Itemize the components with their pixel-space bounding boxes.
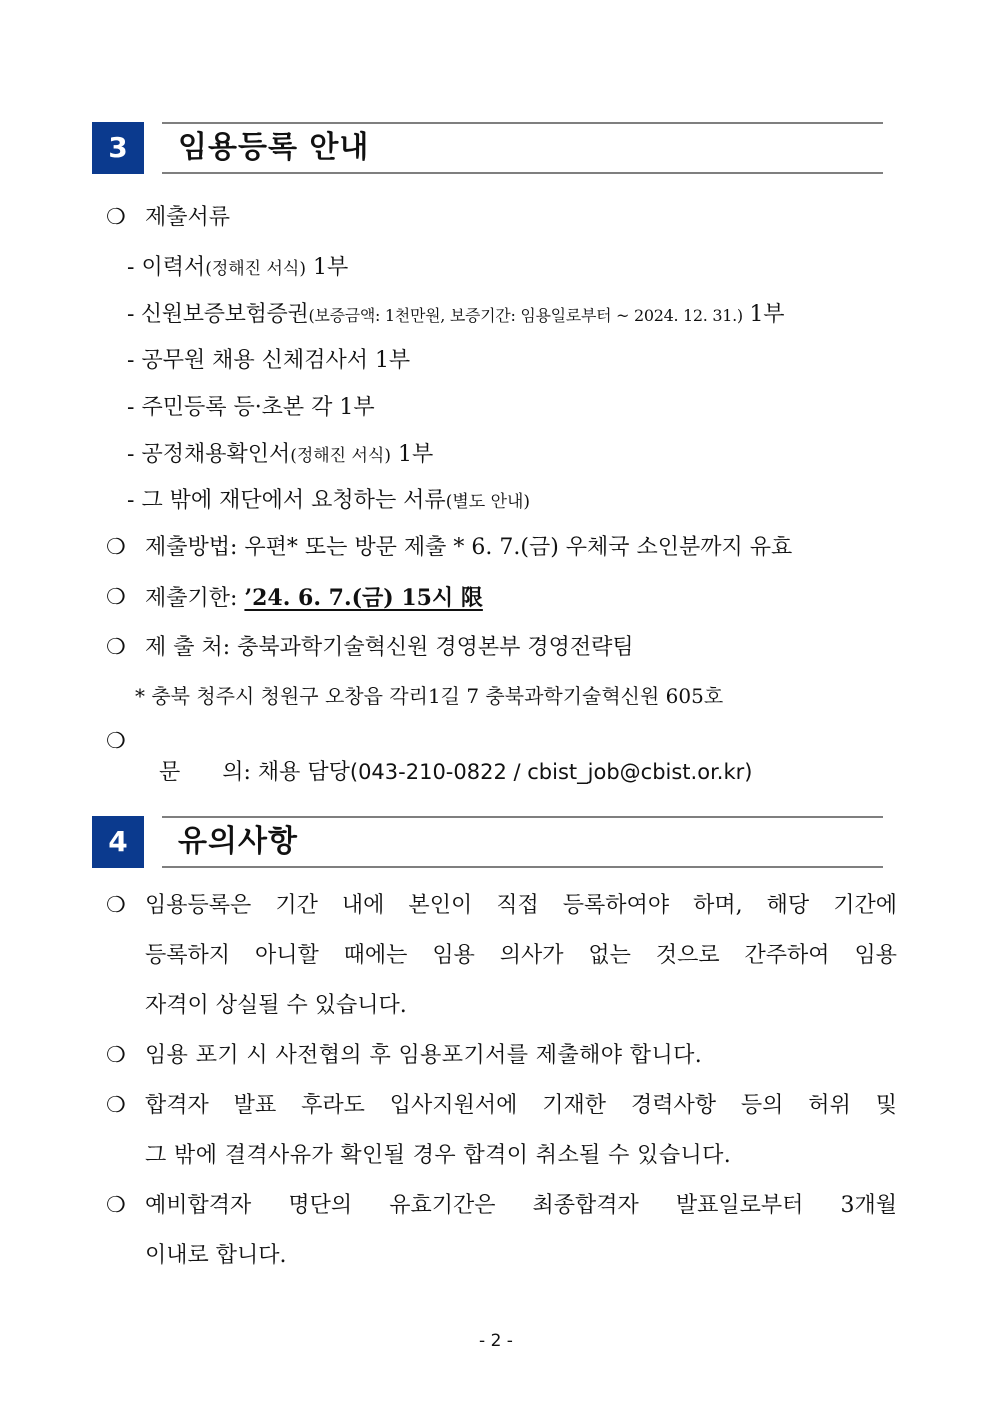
bullet-circle: ❍	[106, 535, 126, 560]
section-title: 임용등록 안내	[162, 122, 883, 174]
doc-count: 1부	[390, 442, 434, 467]
bullet-circle: ❍	[106, 893, 126, 918]
notice-line: 임용 포기 시 사전협의 후 임용포기서를 제출해야 합니다.	[145, 1043, 703, 1068]
dash: -	[127, 255, 135, 280]
address-note: * 충북 청주시 청원구 오창읍 각리1길 7 충북과학기술혁신원 605호	[135, 684, 724, 708]
bullet-circle: ❍	[106, 1043, 126, 1068]
doc-item	[127, 253, 348, 284]
deadline-label: 제출기한:	[145, 586, 245, 611]
inquiry	[145, 727, 752, 788]
section-4-header	[92, 816, 883, 868]
notice-line: 임용등록은 기간 내에 본인이 직접 등록하여야 하며, 해당 기간에	[145, 893, 897, 918]
bullet-circle: ❍	[106, 205, 126, 230]
submission-method: 제출방법: 우편* 또는 방문 제출 * 6. 7.(금) 우체국 소인분까지 유효	[145, 535, 793, 560]
section-number-badge: 3	[92, 122, 144, 174]
docs-label: 제출서류	[145, 205, 231, 230]
bullet-circle: ❍	[106, 585, 126, 610]
doc-note: (정해진 서식)	[290, 446, 391, 466]
doc-count: 1부	[305, 255, 349, 280]
doc-text: 주민등록 등·초본 각 1부	[141, 395, 375, 420]
bullet-circle: ❍	[106, 1193, 126, 1218]
doc-item	[127, 346, 410, 376]
doc-item	[127, 486, 530, 517]
inquiry-contact: (043-210-0822 / cbist_job@cbist.or.kr)	[349, 760, 753, 784]
doc-text: 공무원 채용 신체검사서 1부	[141, 348, 411, 373]
inquiry-label: 문 의: 채용 담당	[159, 760, 350, 785]
bullet-circle: ❍	[106, 1093, 126, 1118]
notice-line: 등록하지 아니할 때에는 임용 의사가 없는 것으로 간주하여 임용	[145, 943, 897, 968]
dash: -	[127, 302, 135, 327]
doc-text: 신원보증보험증권	[140, 302, 309, 327]
section-number-badge: 4	[92, 816, 144, 868]
doc-note: (정해진 서식)	[205, 259, 306, 279]
dash: -	[127, 488, 135, 513]
notice-line: 자격이 상실될 수 있습니다.	[145, 993, 407, 1018]
doc-count: 1부	[742, 302, 785, 327]
bullet-circle: ❍	[106, 729, 126, 754]
submission-deadline	[145, 583, 483, 614]
notice-line: 예비합격자 명단의 유효기간은 최종합격자 발표일로부터 3개월	[145, 1193, 897, 1218]
dash: -	[127, 442, 135, 467]
page-number: - 2 -	[479, 1331, 513, 1351]
bullet-circle: ❍	[106, 635, 126, 660]
doc-note: (보증금액: 1천만원, 보증기간: 임용일로부터 ~ 2024. 12. 31.)	[308, 306, 743, 325]
doc-item	[127, 300, 784, 331]
doc-text: 이력서	[141, 255, 206, 280]
dash: -	[127, 395, 135, 420]
notice-line: 합격자 발표 후라도 입사지원서에 기재한 경력사항 등의 허위 및	[145, 1093, 897, 1118]
doc-text: 그 밖에 재단에서 요청하는 서류	[141, 488, 446, 513]
dash: -	[127, 348, 135, 373]
section-3-header	[92, 122, 883, 174]
section-title: 유의사항	[162, 816, 883, 868]
notice-line: 이내로 합니다.	[145, 1243, 287, 1268]
notice-line: 그 밖에 결격사유가 확인될 경우 합격이 취소될 수 있습니다.	[145, 1143, 732, 1168]
doc-text: 공정채용확인서	[141, 442, 291, 467]
doc-item	[127, 393, 375, 423]
doc-item	[127, 440, 433, 471]
doc-note: (별도 안내)	[445, 492, 531, 512]
submission-place: 제 출 처: 충북과학기술혁신원 경영본부 경영전략팀	[145, 635, 634, 660]
deadline-value: ’24. 6. 7.(금) 15시 限	[244, 585, 483, 611]
